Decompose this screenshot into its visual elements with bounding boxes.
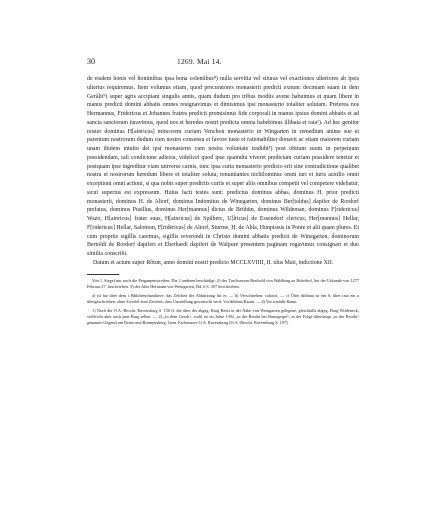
footnote-seal-description: Von 1. Siegel nur noch die Pergamentstreifen. Die 2 anderen beschädigt: 2) des Truchsessen Berthold von Waldburg zu Rohrdorf, bei der Urkunde von 1277 Februar 27. beschrieben. 3) des Abts Hermann von Weingarten, Bd. 6 S. 397 beschrieben.	[87, 277, 359, 289]
page-header	[87, 55, 359, 71]
footnote-textual-notes: a) ist hat über dem t Häkchencharaktere: das Zeichen der Abkürzung für er. — b) Verschrieben: colonis. — c) Über dibbata ist ein S, über rata ein a übergeschrieben, ohne Zweifel zum Zeichen, dass Umstellung gewünscht wird. Vor dibbata Raum. — d) Vor tradidit Raum.	[87, 292, 359, 304]
charter-paragraph-1: de eisdem bonis vel hominibus ipsa bona colentibus⁸) nulla servitia vel stiuras vel exactiones ulteriores ab ipsis ulterius requiremus. Item volumus etiam, quod procuratores monasterii predicti exnunc decimam suam in dem Gerâlit⁹) super agris accipiant singulis annis, quam dudum pro tribus modiis avene habuimus et quam libere in manus predicti domini abbatis omnes resignavimus et dimisimus ipsi monasterio totaliter solutam. Preterea nos Hermannus, Fridericus et Johannes fratres predicti promisimus fide corporali in manus ipsius domini abbatis et ad sancta sanctorum iuravimus, quod nos et heredes nostri predicta omnia habebimus illibata et rata¹). Ad hec genitor noster dominus H[ainricus] mincorem curiam Venchon monasterio in Wingarten in remedium anime sue et parentum nostrorum dudum cum nostro consensu et favore iuste et rationabiliter donavit ac etiam maiorem curiam unam ibidem intuitu dei ipsi monasterio cum nostra voluntate tradidit¹) post obitum suum in perpetuum possidendam, tali condicione adiecta, videlicet quod ipse quamdiu viveret predictam curiam possidere tenetur et postquam ipse ingreditur viam universe carnis, tunc ipsa curia monasterio predicto erit sine contradictione qualibet nostra et nostrorum heredum libere et totaliter soluta, renuntiantes nichilominus omni iuri et iuris auxilio omni exceptioni omni actioni, si qua nobis super predictis curiis et super aliis omnibus competit vel competere videbatur, sicut superius est expressum. Huius facti testes sunt: predictus dominus abbas, dominus H. prior predicti monasterii, dominus H. de Altorf, dominus Indomitus de Winegarten, dominus Ber[toldus] dapifer de Rordorf prefatus, dominus Pusillus, dominus Her[mannus] dictus de Brühün, dominus Wildeman, dominus F[ridericus] Wazo, H[ainricus] frater suus, H[ainricus] de Spilberc, U[lricus] de Essendorf clericus, Her[mannus] Hellar, F[ridericus] Hellar, Salomon, F[ridericus] de Altorf, Sturme, H. de Abla, Hunpissus in Ponte et alii quam plures. Et cum propriis sigillis caremus, sigillis reverendi in Christo domini abbatis predicti de Winegarten, dominorum Bertoldi de Rordorf dapiferi et Eberhardi dapiferi de Walpure presentem paginam rogavimus consignari et duo similia conscribi.	[87, 76, 359, 257]
document-page	[87, 55, 359, 327]
page-number: 30	[87, 57, 95, 66]
running-head-date: 1269. Mai 14.	[177, 57, 222, 66]
footnote-historical-notes: 1) Nach der O.A.-Beschr. Ravensburg S. 158 ff. die über der abgeg. Burg Reuti in der Nähe von Weingarten gelegene, gleichfalls abgeg. Burg Wildeneck; vielleicht aber auch jene Burg selbst. — 2) „in dem Gerolt“, wohl ist im Jahre 1392 „in der Reuthi bei Rinnigerpe“, in der Folge überhaupt „in der Reuthi“ genannte Gegend um Reute und Rimmersberg, Gem. Eschenaere O.A. Ravensburg (O.A.-Beschr. Ravensburg S. 197).	[87, 308, 359, 326]
footnote-divider	[87, 274, 119, 275]
charter-paragraph-2: Datum et actum super Rôtun, anno domini nostri predicto MCCLXVIIII, II. idus Maii, indictione XII.	[93, 259, 334, 266]
footnotes	[87, 278, 359, 327]
charter-text	[87, 75, 359, 268]
